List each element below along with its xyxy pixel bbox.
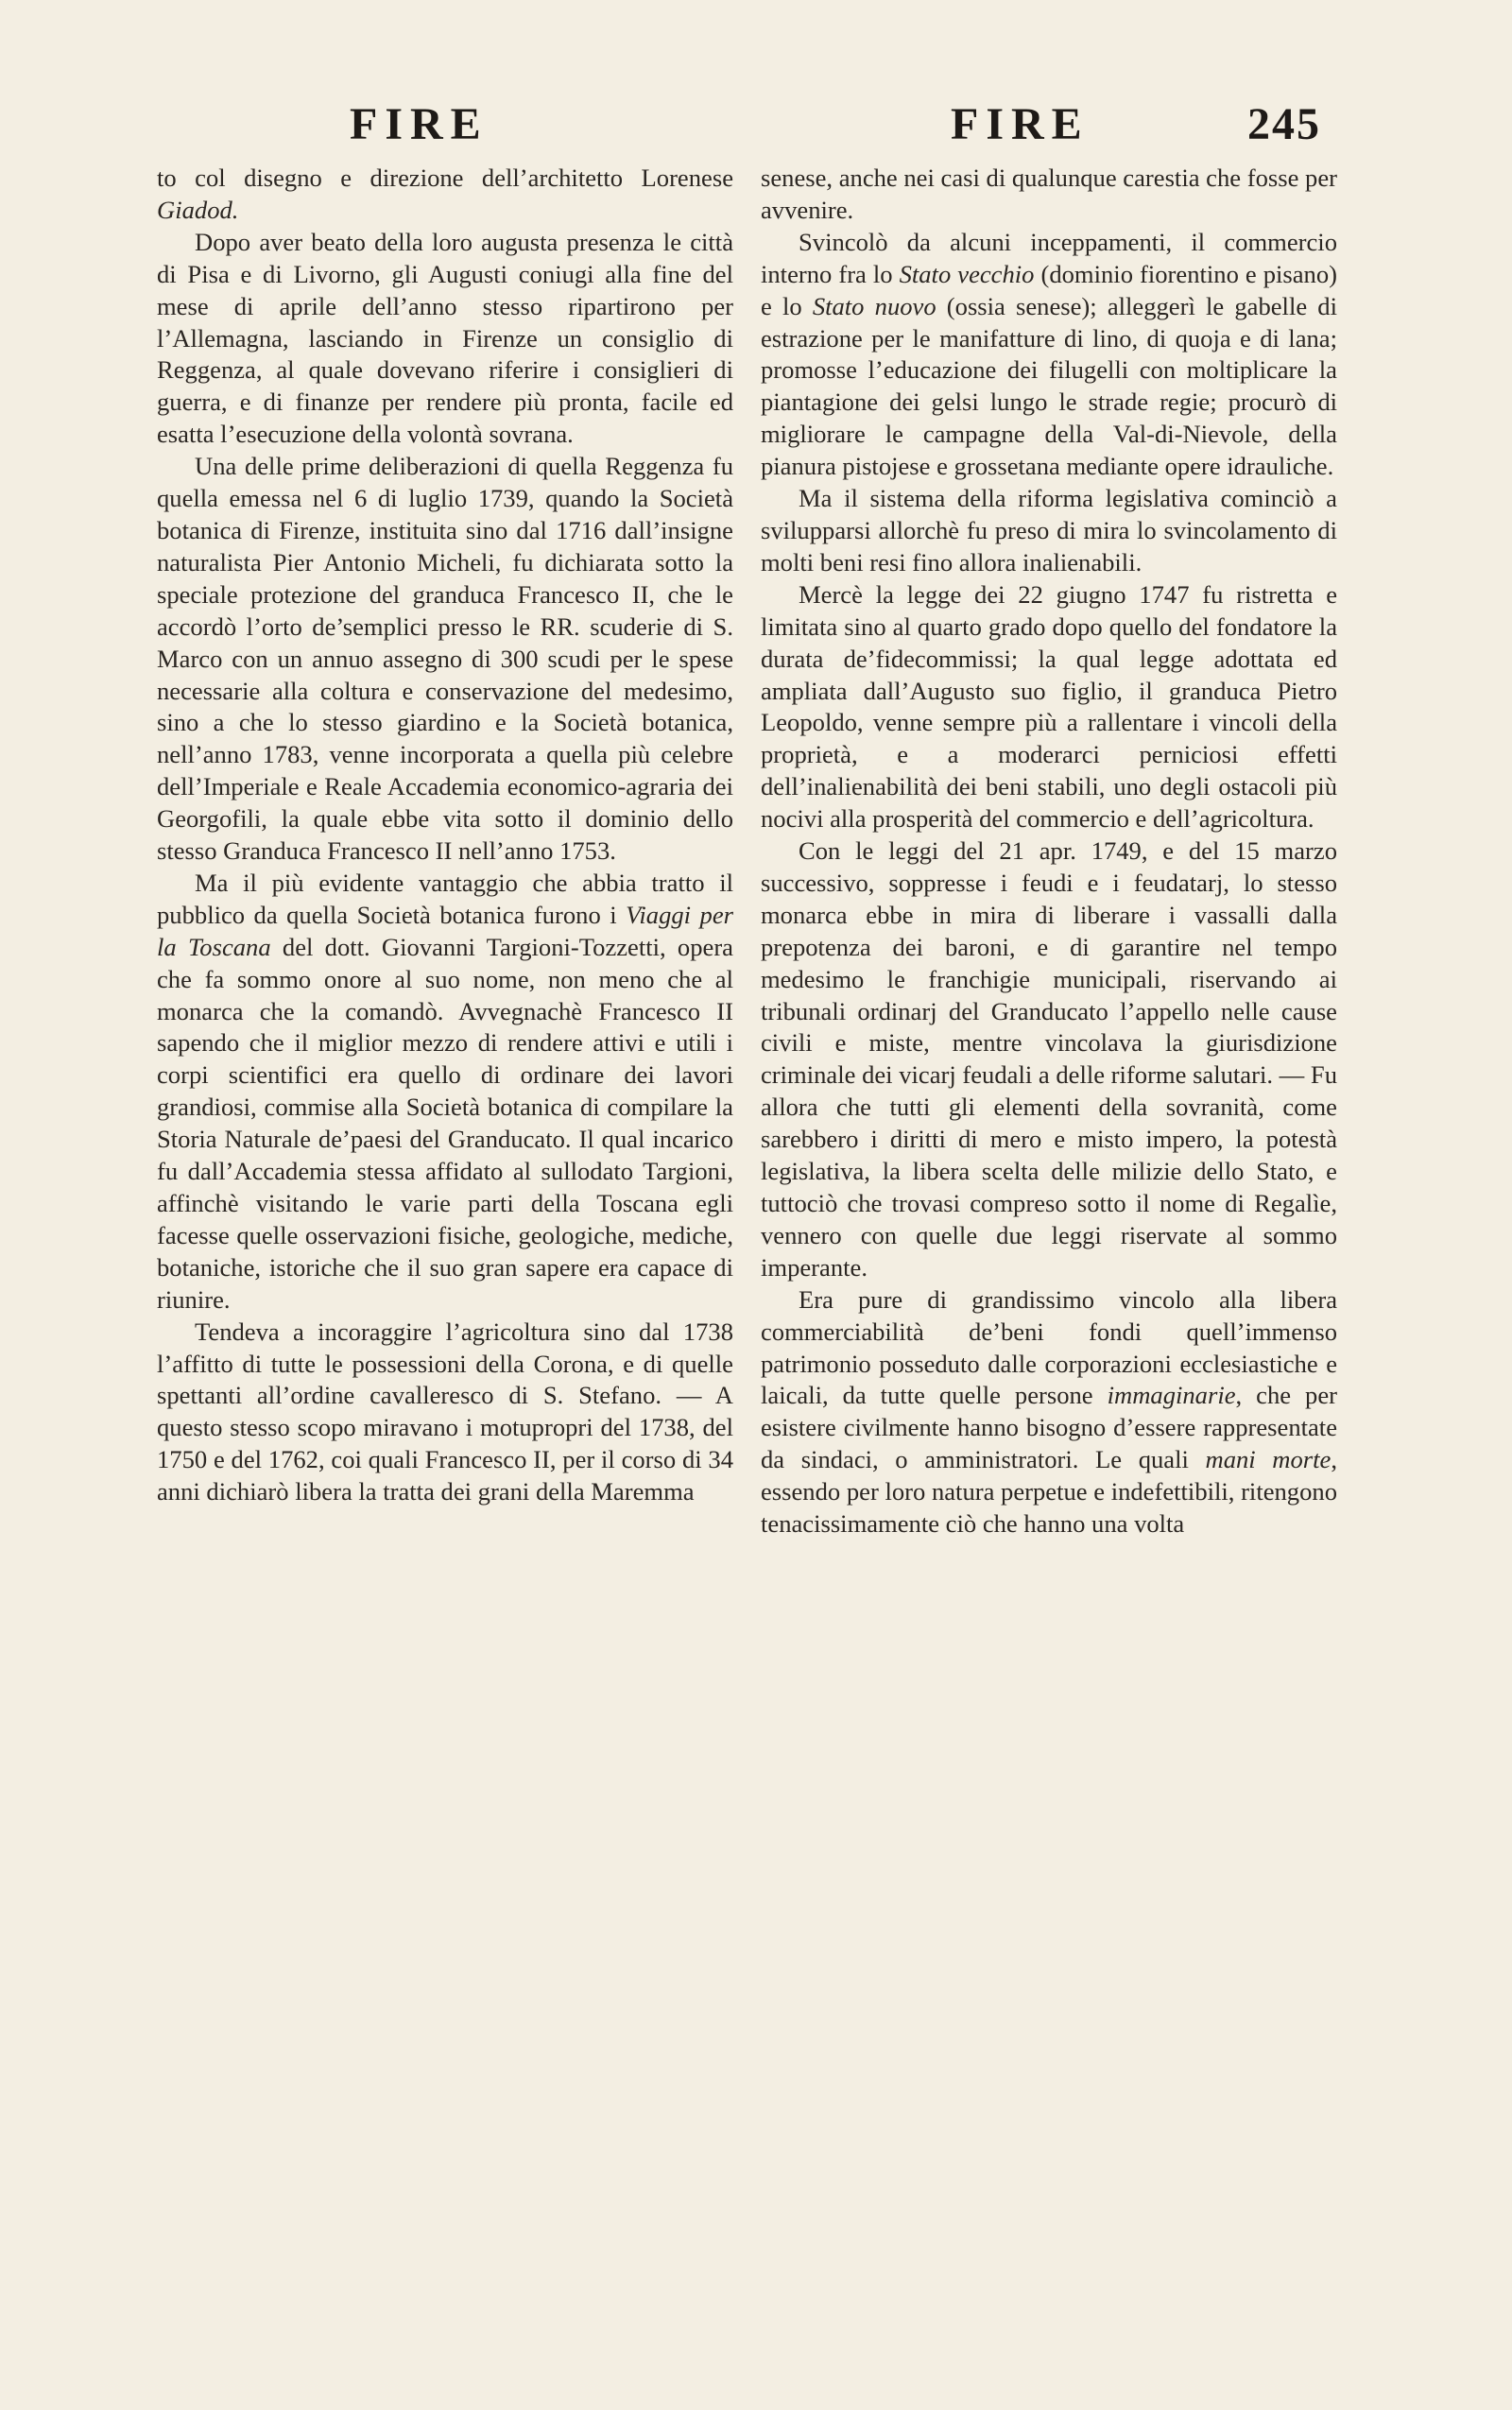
paragraph: Mercè la legge dei 22 giugno 1747 fu ristretta e limitata sino al quarto grado dopo quello del fondatore la durata de’fidecommissi; la qual legge adottata ed ampliata dall’Augusto suo figlio, il granduca Pietro Leopoldo, venne sempre più a rallentare i vincoli della proprietà, e a moderarci perniciosi effetti dell’inalienabilità dei beni stabili, uno degli ostacoli più nocivi alla prosperità del commercio e dell’agricoltura. xyxy=(761,579,1337,834)
left-text-column xyxy=(157,163,733,1508)
paragraph: Tendeva a incoraggire l’agricoltura sino dal 1738 l’affitto di tutte le possessioni della Corona, e di quelle spettanti all’ordine cavalleresco di S. Stefano. — A questo stesso scopo miravano i motupropri del 1738, del 1750 e del 1762, coi quali Francesco II, per il corso di 34 anni dichiarò libera la tratta dei grani della Maremma xyxy=(157,1317,733,1506)
paragraph: senese, anche nei casi di qualunque carestia che fosse per avvenire. xyxy=(761,164,1337,224)
paragraph: Svincolò da alcuni inceppamenti, il commercio interno fra lo Stato vecchio (dominio fiorentino e pisano) e lo Stato nuovo (ossia senese); alleggerì le gabelle di estrazione per le manifatture di lino, di quoja e di lana; promosse l’educazione dei filugelli con moltiplicare la piantagione dei gelsi lungo le strade regie; procurò di migliorare le campagne della Val-di-Nievole, della pianura pistojese e grossetana mediante opere idrauliche. xyxy=(761,227,1337,481)
paragraph: Una delle prime deliberazioni di quella Reggenza fu quella emessa nel 6 di luglio 1739, quando la Società botanica di Firenze, instituita sino dal 1716 dall’insigne naturalista Pier Antonio Micheli, fu dichiarata sotto la speciale protezione del granduca Francesco II, che le accordò l’orto de’semplici presso le RR. scuderie di S. Marco con un annuo assegno di 300 scudi per le spese necessarie alla coltura e conservazione del medesimo, sino a che lo stesso giardino e la Società botanica, nell’anno 1783, venne incorporata a quella più celebre dell’Imperiale e Reale Accademia economico-agraria dei Georgofili, la quale ebbe vita sotto il dominio dello stesso Granduca Francesco II nell’anno 1753. xyxy=(157,452,733,866)
running-head-right: FIRE xyxy=(951,99,1090,149)
paragraph: Dopo aver beato della loro augusta presenza le città di Pisa e di Livorno, gli Augusti coniugi alla fine del mese di aprile dell’anno stesso ripartirono per l’Allemagna, lasciando in Firenze un consiglio di Reggenza, al quale dovevano riferire i consiglieri di guerra, e di finanze per rendere più pronta, facile ed esatta l’esecuzione della volontà sovrana. xyxy=(157,227,733,449)
paragraph: to col disegno e direzione dell’architetto Lorenese Giadod. xyxy=(157,164,733,224)
paragraph: Con le leggi del 21 apr. 1749, e del 15 marzo successivo, soppresse i feudi e i feudatarj, lo stesso monarca ebbe in mira di liberare i vassalli dalla prepotenza dei baroni, e di garantire nel tempo medesimo le franchigie municipali, riservando ai tribunali ordinarj del Granducato l’appello nelle cause civili e miste, mentre vincolava la giurisdizione criminale dei vicarj feudali a delle riforme salutari. — Fu allora che tutti gli elementi della sovranità, come sarebbero i diritti di mero e misto impero, la potestà legislativa, la libera scelta delle milizie dello Stato, e tuttociò che trovasi compreso sotto il nome di Regalìe, vennero con quelle due leggi riservate al sommo imperante. xyxy=(761,836,1337,1282)
running-head-left: FIRE xyxy=(350,99,489,149)
paragraph: Ma il sistema della riforma legislativa cominciò a svilupparsi allorchè fu preso di mira lo svincolamento di molti beni resi fino allora inalienabili. xyxy=(761,484,1337,577)
paragraph: Ma il più evidente vantaggio che abbia tratto il pubblico da quella Società botanica furono i Viaggi per la Toscana del dott. Giovanni Targioni-Tozzetti, opera che fa sommo onore al suo nome, non meno che al monarca che la comandò. Avvegnachè Francesco II sapendo che il miglior mezzo di rendere attivi e utili i corpi scientifici era quello di ordinare dei lavori grandiosi, commise alla Società botanica di compilare la Storia Naturale de’paesi del Granducato. Il qual incarico fu dall’Accademia stessa affidato al sullodato Targioni, affinchè visitando le varie parti della Toscana egli facesse quelle osservazioni fisiche, geologiche, mediche, botaniche, istoriche che il suo gran sapere era capace di riunire. xyxy=(157,868,733,1314)
right-text-column xyxy=(761,163,1337,1541)
paragraph: Era pure di grandissimo vincolo alla libera commerciabilità de’beni fondi quell’immenso patrimonio posseduto dalle corporazioni ecclesiastiche e laicali, da tutte quelle persone immaginarie, che per esistere civilmente hanno bisogno d’essere rappresentate da sindaci, o amministratori. Le quali mani morte, essendo per loro natura perpetue e indefettibili, ritengono tenacissimamente ciò che hanno una volta xyxy=(761,1284,1337,1539)
page-number: 245 xyxy=(1247,99,1321,149)
